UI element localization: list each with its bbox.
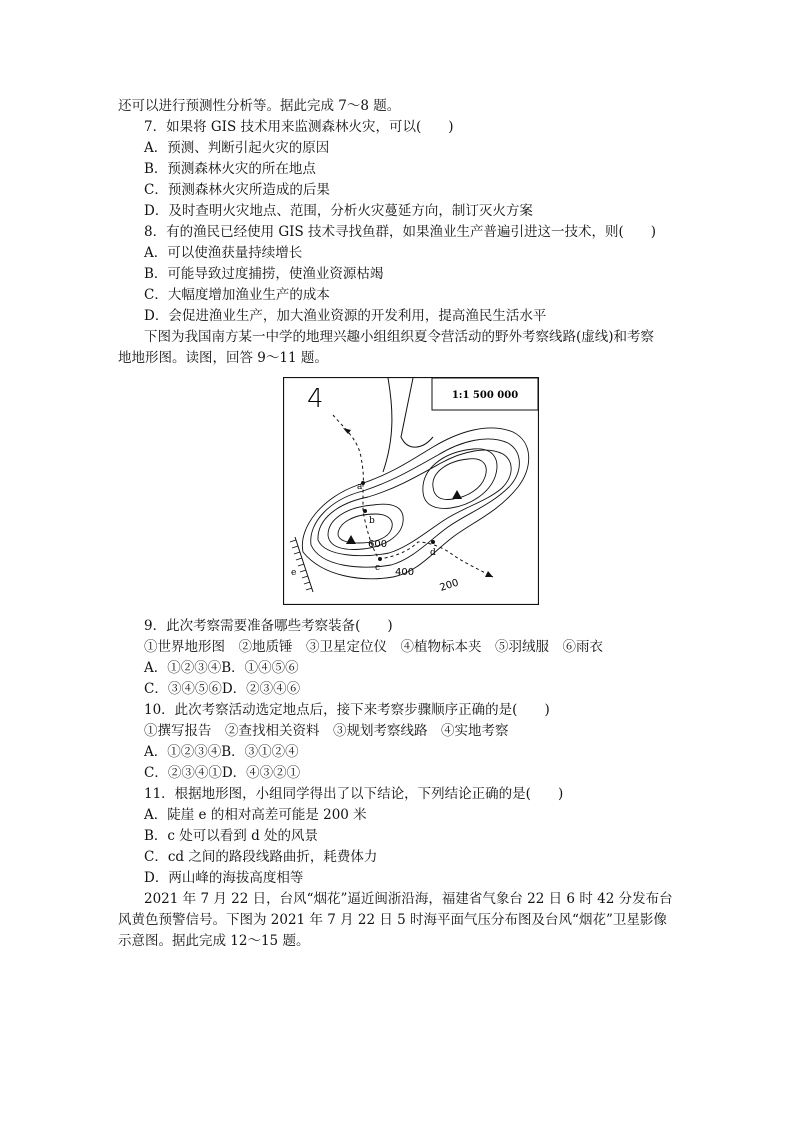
q10-items: ①撰写报告 ②查找相关资料 ③规划考察线路 ④实地考察 xyxy=(144,723,509,739)
q11-option-b: B．c 处可以看到 d 处的风景 xyxy=(144,828,318,844)
q9-stem: 9．此次考察需要准备哪些考察装备( ) xyxy=(144,618,393,634)
q11-option-a: A．陡崖 e 的相对高差可能是 200 米 xyxy=(144,807,367,823)
q10-options-ab: A．①②③④B．③①②④ xyxy=(144,744,299,760)
q8-option-c: C．大幅度增加渔业生产的成本 xyxy=(144,287,330,303)
passage3-line2: 风黄色预警信号。下图为 2021 年 7 月 22 日 5 时海平面气压分布图及台风“烟花”卫星影像 xyxy=(118,912,667,928)
passage2-line2: 地地形图。读图，回答 9～11 题。 xyxy=(118,350,328,366)
point-c xyxy=(378,557,382,561)
passage3-line3: 示意图。据此完成 12～15 题。 xyxy=(118,933,310,949)
q8-stem: 8．有的渔民已经使用 GIS 技术寻找鱼群，如果渔业生产普遍引进这一技术，则( ) xyxy=(144,224,657,240)
label-a: a xyxy=(357,482,363,492)
passage3-line1: 2021 年 7 月 22 日，台风“烟花”逼近闽浙沿海，福建省气象台 22 日 6 时 42 分发布台 xyxy=(144,891,673,907)
label-d: d xyxy=(430,548,436,558)
q7-option-d: D．及时查明火灾地点、范围，分析火灾蔓延方向，制订灭火方案 xyxy=(144,203,533,219)
contour-label-200: 200 xyxy=(438,577,461,594)
q8-option-d: D．会促进渔业生产，加大渔业资源的开发利用，提高渔民生活水平 xyxy=(144,308,547,324)
topographic-map xyxy=(283,377,539,605)
q10-stem: 10．此次考察活动选定地点后，接下来考察步骤顺序正确的是( ) xyxy=(144,702,550,718)
map-scale: 1:1 500 000 xyxy=(451,390,519,401)
q9-options-cd: C．③④⑤⑥D．②③④⑥ xyxy=(144,681,301,697)
q7-stem: 7．如果将 GIS 技术用来监测森林火灾，可以( ) xyxy=(144,119,454,135)
label-c: c xyxy=(375,563,381,573)
label-b: b xyxy=(369,516,375,526)
q7-option-c: C．预测森林火灾所造成的后果 xyxy=(144,182,330,198)
intro-line: 还可以进行预测性分析等。据此完成 7～8 题。 xyxy=(118,98,401,114)
q11-option-d: D．两山峰的海拔高度相等 xyxy=(144,870,304,886)
q9-options-ab: A．①②③④B．①④⑤⑥ xyxy=(144,660,299,676)
point-d xyxy=(431,540,435,544)
q10-options-cd: C．②③④①D．④③②① xyxy=(144,765,301,781)
q8-option-a: A．可以使渔获量持续增长 xyxy=(144,245,303,261)
q9-items: ①世界地形图 ②地质锤 ③卫星定位仪 ④植物标本夹 ⑤羽绒服 ⑥雨衣 xyxy=(144,639,603,655)
label-e: e xyxy=(291,568,297,578)
q8-option-b: B．可能导致过度捕捞，使渔业资源枯竭 xyxy=(144,266,384,282)
q7-option-b: B．预测森林火灾的所在地点 xyxy=(144,161,316,177)
q11-option-c: C．cd 之间的路段线路曲折，耗费体力 xyxy=(144,849,378,865)
passage2-line1: 下图为我国南方某一中学的地理兴趣小组组织夏令营活动的野外考察线路(虚线)和考察 xyxy=(144,329,655,345)
contour-label-400: 400 xyxy=(395,567,415,578)
contour-label-600: 600 xyxy=(368,539,388,550)
q11-stem: 11．根据地形图，小组同学得出了以下结论，下列结论正确的是( ) xyxy=(144,786,564,802)
north-arrow-icon: 4 xyxy=(307,384,324,414)
point-b xyxy=(363,509,367,513)
q7-option-a: A．预测、判断引起火灾的原因 xyxy=(144,140,330,156)
